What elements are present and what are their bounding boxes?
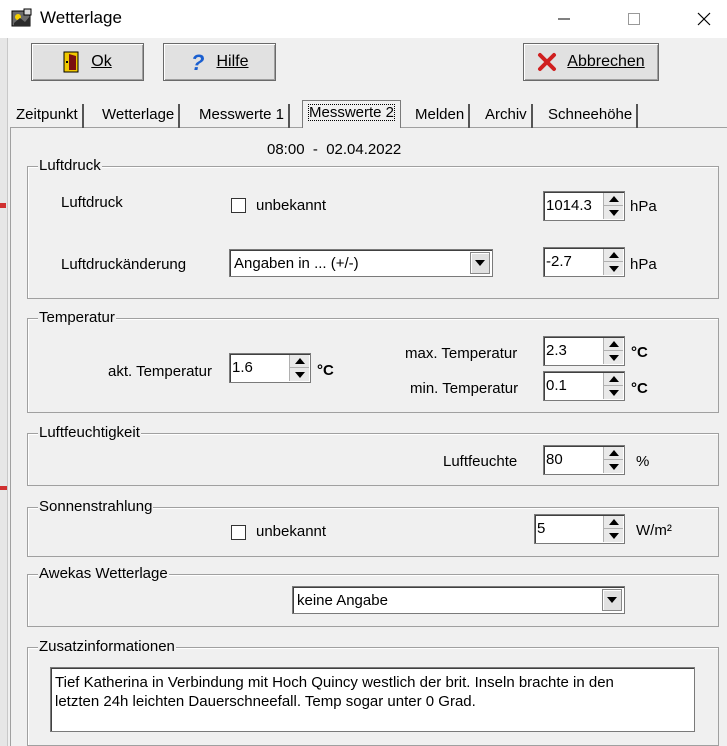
group-title: Sonnenstrahlung [39, 498, 153, 515]
tab-melden[interactable] [411, 104, 470, 128]
pressure-change-select-value: Angaben in ... (+/-) [234, 255, 359, 272]
current-temp-spinner[interactable] [229, 353, 311, 383]
current-temp-value: 1.6 [232, 359, 253, 376]
radiation-spinner[interactable] [534, 514, 625, 544]
tab-label: Messwerte 2 [309, 104, 395, 121]
minimize-icon [558, 18, 570, 20]
humidity-value: 80 [546, 451, 563, 468]
spin-down-icon[interactable] [604, 386, 623, 399]
group-title: Awekas Wetterlage [39, 565, 168, 582]
group-title: Luftfeuchtigkeit [39, 424, 140, 441]
background-window-edge [0, 38, 8, 746]
group-title: Temperatur [39, 309, 115, 326]
window-title: Wetterlage [40, 8, 122, 27]
pressure-spinner-arrows[interactable] [603, 193, 623, 219]
pressure-label: Luftdruck [61, 194, 123, 211]
spin-down-icon[interactable] [604, 262, 623, 275]
background-marker [0, 203, 6, 208]
help-button[interactable] [163, 43, 276, 81]
spin-up-icon[interactable] [290, 355, 309, 368]
humidity-label: Luftfeuchte [443, 453, 518, 470]
pressure-unknown-label: unbekannt [256, 197, 327, 214]
tab-zeitpunkt[interactable] [12, 104, 84, 128]
spin-up-icon[interactable] [604, 249, 623, 262]
pressure-change-label: Luftdruckänderung [61, 256, 187, 273]
radiation-unknown-checkbox[interactable] [231, 525, 246, 540]
min-temp-spinner[interactable] [543, 371, 625, 401]
tab-label: Messwerte 1 [199, 106, 285, 123]
group-title: Luftdruck [39, 157, 101, 174]
pressure-change-spinner[interactable] [543, 247, 625, 277]
tab-label: Zeitpunkt [16, 106, 78, 123]
min-temp-value: 0.1 [546, 377, 567, 394]
humidity-unit: % [636, 453, 650, 470]
timestamp: 08:00 - 02.04.2022 [267, 141, 402, 158]
group-title: Zusatzinformationen [39, 638, 175, 655]
chevron-down-icon[interactable] [602, 589, 622, 611]
current-temp-unit: °C [317, 362, 334, 379]
spin-down-icon[interactable] [604, 529, 623, 542]
tab-archiv[interactable] [481, 104, 533, 128]
tab-label: Archiv [485, 106, 527, 123]
radiation-unknown-label: unbekannt [256, 523, 327, 540]
min-temp-label: min. Temperatur [410, 380, 519, 397]
help-label: Hilfe [216, 53, 249, 70]
spin-down-icon[interactable] [604, 460, 623, 473]
spin-down-icon[interactable] [290, 368, 309, 381]
pressure-change-unit: hPa [630, 256, 657, 273]
radiation-spinner-arrows[interactable] [603, 516, 623, 542]
pressure-change-spinner-arrows[interactable] [603, 249, 623, 275]
pressure-change-select[interactable] [229, 249, 493, 277]
max-temp-spinner-arrows[interactable] [603, 338, 623, 364]
awekas-select[interactable] [292, 586, 625, 614]
exit-door-icon [63, 51, 81, 73]
spin-up-icon[interactable] [604, 193, 623, 206]
max-temp-unit: °C [631, 344, 648, 361]
additional-info-textarea[interactable] [50, 667, 695, 732]
red-x-icon [537, 52, 557, 72]
tab-label: Melden [415, 106, 465, 123]
min-temp-spinner-arrows[interactable] [603, 373, 623, 399]
spin-up-icon[interactable] [604, 373, 623, 386]
question-mark-icon [190, 51, 206, 73]
pressure-change-value: -2.7 [546, 253, 572, 270]
min-temp-unit: °C [631, 380, 648, 397]
humidity-spinner-arrows[interactable] [603, 447, 623, 473]
maximize-icon [628, 13, 640, 25]
minimize-button[interactable] [541, 0, 587, 38]
tab-label: Schneehöhe [548, 106, 633, 123]
ok-button[interactable] [31, 43, 144, 81]
additional-info-line: letzten 24h leichten Dauerschneefall. Temp sogar unter 0 Grad. [55, 693, 476, 710]
cancel-button[interactable] [523, 43, 659, 81]
tab-label: Wetterlage [102, 106, 175, 123]
current-temp-label: akt. Temperatur [108, 363, 212, 380]
chevron-down-icon[interactable] [470, 252, 490, 274]
spin-up-icon[interactable] [604, 516, 623, 529]
radiation-unit: W/m² [636, 522, 672, 539]
pressure-unit: hPa [630, 198, 657, 215]
awekas-select-value: keine Angabe [297, 592, 388, 609]
group-luftdruck [27, 157, 719, 299]
max-temp-spinner[interactable] [543, 336, 625, 366]
tab-messwerte-2[interactable] [302, 100, 401, 128]
spin-up-icon[interactable] [604, 338, 623, 351]
current-temp-spinner-arrows[interactable] [289, 355, 309, 381]
humidity-spinner[interactable] [543, 445, 625, 475]
ok-label: Ok [91, 53, 112, 70]
spin-down-icon[interactable] [604, 351, 623, 364]
svg-text:?: ? [191, 51, 205, 73]
pressure-value: 1014.3 [546, 197, 592, 214]
close-button[interactable] [681, 0, 727, 38]
pressure-spinner[interactable] [543, 191, 625, 221]
spin-down-icon[interactable] [604, 206, 623, 219]
tab-messwerte-1[interactable] [195, 104, 290, 128]
close-icon [697, 12, 711, 26]
cancel-label: Abbrechen [567, 53, 645, 70]
pressure-unknown-checkbox[interactable] [231, 198, 246, 213]
spin-up-icon[interactable] [604, 447, 623, 460]
max-temp-value: 2.3 [546, 342, 567, 359]
background-marker [0, 486, 7, 490]
tab-schneehoehe[interactable] [544, 104, 638, 128]
maximize-button[interactable] [611, 0, 657, 38]
additional-info-line: Tief Katherina in Verbindung mit Hoch Quincy westlich der brit. Inseln brachte in den [55, 674, 614, 691]
app-icon [11, 8, 33, 28]
title-bar [0, 0, 727, 38]
radiation-value: 5 [537, 520, 546, 537]
max-temp-label: max. Temperatur [405, 345, 518, 362]
tab-wetterlage[interactable] [98, 104, 180, 128]
